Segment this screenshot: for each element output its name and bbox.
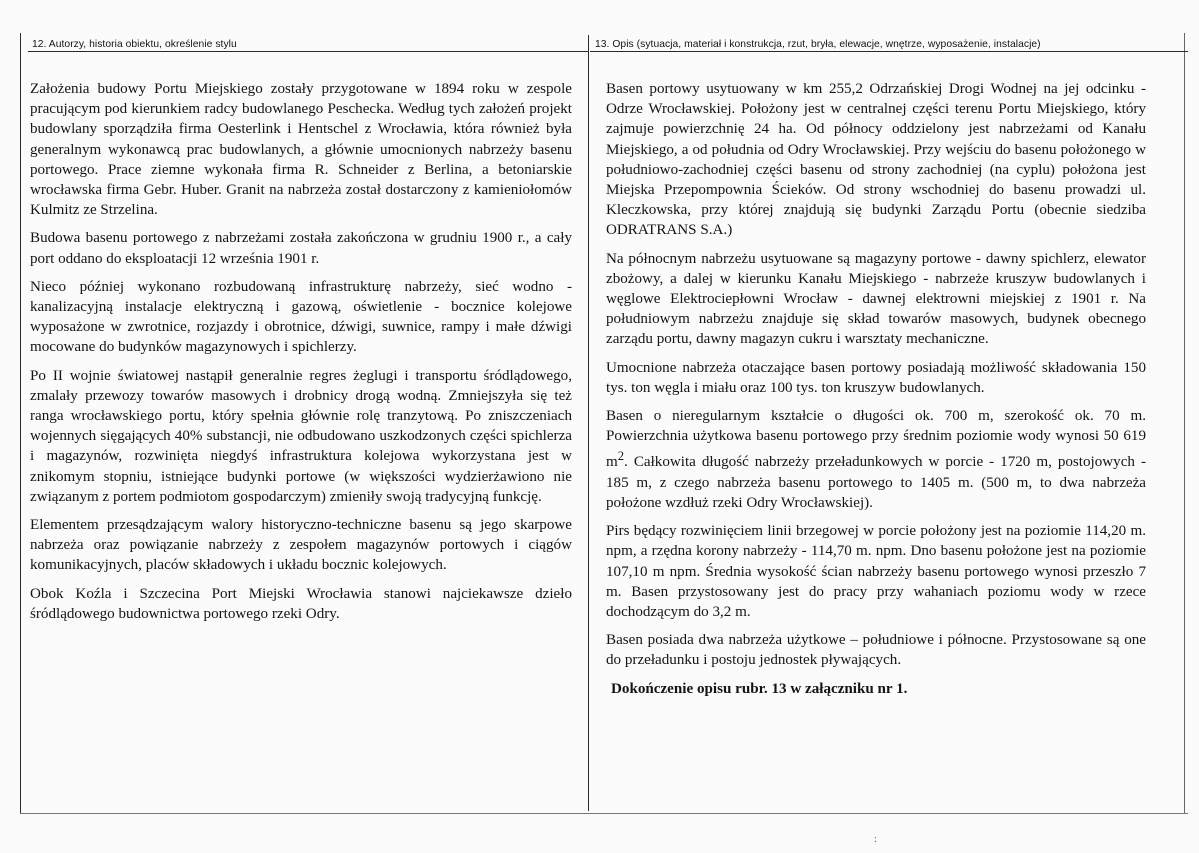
section-12-heading: 12. Autorzy, historia obiektu, określenie stylu (32, 39, 237, 50)
history-paragraph: Obok Koźla i Szczecina Port Miejski Wrocławia stanowi najciekawsze dzieło śródlądowego budownictwa portowego rzeki Odry. (30, 585, 572, 622)
history-paragraph: Po II wojnie światowej nastąpił generalnie regres żeglugi i transportu śródlądowego, zmalały przewozy towarów masowych i drobnicy drogą wodną. Zmniejszyła się też ranga wrocławskiego portu, który spełnia głównie rolę tranzytową. Po zniszczeniach wojennych sięgających 40% substancji, nie odbudowano uszkodzonych części spichlerza i magazynów, rozwinięta niegdyś infrastruktura kolejowa wykorzystana jest w znikomym stopniu, istniejące budynki portowe (w większości wydzierżawiono nie związanym z portem podmiotom gospodarczym) zmieniły swoją tradycyjną funkcję. (30, 367, 572, 505)
history-paragraph: Założenia budowy Portu Miejskiego zostały przygotowane w 1894 roku w zespole pracującym pod kierunkiem radcy budowlanego Peschecka. Według tych założeń projekt budowlany sporządziła firma Oesterlink i Hentschel z Wrocławia, która również była generalnym wykonawcą prac budowlanych, a głównie umocnionych nabrzeży basenu portowego. Prace ziemne wykonała firma R. Schneider z Berlina, a betoniarskie wrocławska firma Gebr. Huber. Granit na nabrzeża został dostarczony z kamieniołomów Kulmitz ze Strzelina. (30, 81, 572, 219)
continuation-note: Dokończenie opisu rubr. 13 w załączniku nr 1. (611, 680, 908, 697)
square-superscript: 2 (617, 449, 625, 464)
dimensions-text-continued: . Całkowita długość nabrzeży przeładunkowych w porcie - 1720 m, postojowych - 185 m, z czego nabrzeża basenu portowego to 1405 m. (500 m, to dwa nabrzeża położone wzdłuż rzeki Odry Wrocławskiej). (606, 454, 1146, 511)
description-paragraph: Pirs będący rozwinięciem linii brzegowej w porcie położony jest na poziomie 114,20 m. npm, a rzędna korony nabrzeży - 114,70 m. npm. Dno basenu położone jest na poziomie 107,10 m npm. Średnia wysokość ścian nabrzeży basenu portowego wynosi przeszło 7 m. Basen przystosowany jest do pracy przy wahaniach poziomu wody w rzece dochodzącym do 3,2 m. (606, 523, 1146, 620)
dimensions-text: Basen o nieregularnym kształcie o długości ok. 700 m, szerokość ok. 70 m. Powierzchnia użytkowa basenu portowego przy średnim poziomie wody wynosi 50 619 m (606, 408, 1146, 471)
history-paragraph: Nieco później wykonano rozbudowaną infrastrukturę nabrzeży, sieć wodno - kanalizacyjną instalacje elektryczną i gazową, oświetlenie - bocznice kolejowe wyposażone w zwrotnice, rozjazdy i obrotnice, dźwigi, suwnice, rampy i małe dźwigi mocowane do budynków magazynowych i spichlerzy. (30, 278, 572, 356)
description-paragraph: Umocnione nabrzeża otaczające basen portowy posiadają możliwość składowania 150 tys. ton węgla i miału oraz 100 tys. ton kruszyw budowlanych. (606, 359, 1146, 396)
left-border (20, 33, 21, 813)
history-paragraph: Elementem przesądzającym walory historyczno-techniczne basenu są jego skarpowe nabrzeża oraz powiązanie nabrzeży z zespołem magazynów portowych i ciągów komunikacyjnych, placów składowych i układu bocznic kolejowych. (30, 517, 572, 574)
header-rule-right (590, 51, 1188, 52)
dimensions-paragraph (606, 406, 1146, 513)
description-column (606, 79, 1146, 707)
scan-mark: : (874, 834, 877, 845)
bottom-rule (20, 813, 1188, 814)
right-border (1184, 33, 1185, 813)
header-rule-left (28, 51, 588, 52)
column-divider (588, 35, 589, 811)
history-column (30, 79, 572, 632)
document-sheet (20, 33, 1188, 843)
description-paragraph: Basen portowy usytuowany w km 255,2 Odrzańskiej Drogi Wodnej na jej odcinku - Odrze Wrocławskiej. Położony jest w centralnej części terenu Portu Miejskiego, który zajmuje powierzchnię 24 ha. Od północy oddzielony jest nabrzeżami od Kanału Miejskiego, a od południa od Odry Wrocławskiej. Przy wejściu do basenu położonego w południowo-zachodniej części basenu od strony zachodniej (na cyplu) położona jest Miejska Przepompownia Ścieków. Od strony wschodniej do basenu prowadzi ul. Kleczkowska, przy której znajdują się budynki Zarządu Portu (obecnie siedziba ODRATRANS S.A.) (606, 81, 1146, 239)
history-paragraph: Budowa basenu portowego z nabrzeżami została zakończona w grudniu 1900 r., a cały port oddano do eksploatacji 12 września 1901 r. (30, 230, 572, 267)
section-13-heading: 13. Opis (sytuacja, materiał i konstrukcja, rzut, bryła, elewacje, wnętrze, wyposażenie, instalacje) (595, 39, 1041, 50)
description-paragraph: Na północnym nabrzeżu usytuowane są magazyny portowe - dawny spichlerz, elewator zbożowy, a dalej w kierunku Kanału Miejskiego - nabrzeże kruszyw budowlanych i węglowe Elektrociepłowni Wrocław - dawnej elektrowni miejskiej z 1901 r. Na południowym nabrzeżu znajduje się skład towarów masowych, budynek obecnego zarządu portu, dawny magazyn cukru i warsztaty mechaniczne. (606, 250, 1146, 348)
description-paragraph: Basen posiada dwa nabrzeża użytkowe – południowe i północne. Przystosowane są one do przeładunku i postoju jednostek pływających. (606, 632, 1146, 669)
